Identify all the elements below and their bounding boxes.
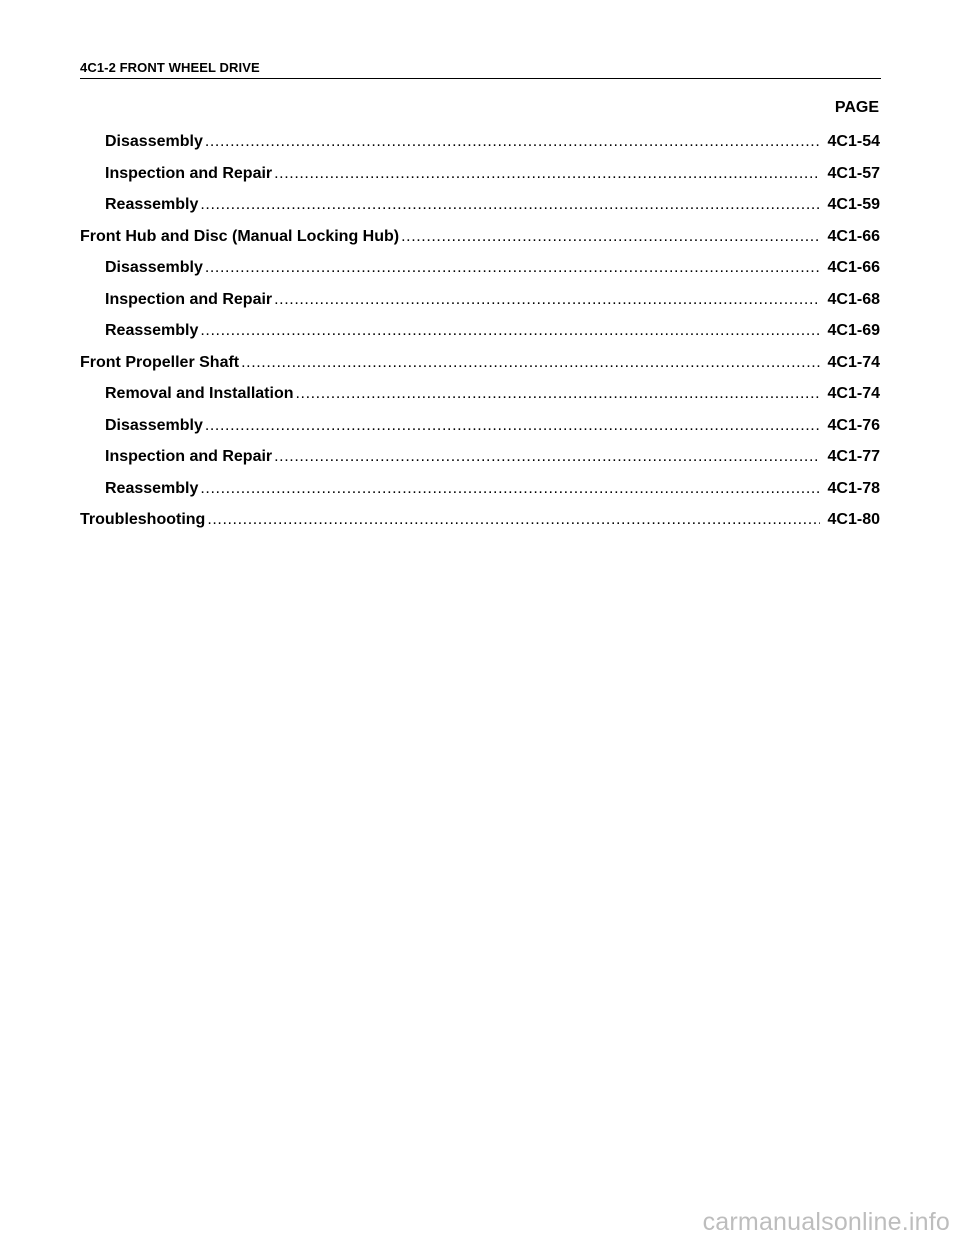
toc-entry[interactable] [80,252,880,284]
toc-entry-title: Reassembly [105,322,199,339]
dot-leader [401,221,819,253]
toc-entry-page: 4C1-80 [827,511,880,528]
toc-entry-title: Front Propeller Shaft [80,353,240,371]
toc-entry-page: 4C1-66 [827,259,880,276]
toc-entry-page: 4C1-57 [827,164,880,182]
dot-leader [205,410,820,442]
toc-entry[interactable] [80,189,880,221]
dot-leader [274,158,819,190]
dot-leader [241,347,819,379]
toc-entry-title: Troubleshooting [80,511,206,528]
toc-entry-page: 4C1-74 [827,385,880,402]
dot-leader [274,441,819,473]
toc-entry-page: 4C1-66 [827,227,880,245]
toc-entry-page: 4C1-54 [827,133,880,150]
toc-entry[interactable] [80,126,880,158]
toc-entry-title: Reassembly [105,196,199,213]
table-of-contents [80,126,880,536]
toc-entry-title: Disassembly [105,416,203,434]
page-column-label: PAGE [834,99,879,116]
header-title: 4C1-2 FRONT WHEEL DRIVE [80,60,260,75]
toc-section-entry[interactable] [80,504,880,536]
toc-entry-title: Front Hub and Disc (Manual Locking Hub) [80,227,400,245]
toc-entry-page: 4C1-69 [827,322,880,339]
toc-entry-page: 4C1-68 [827,290,880,308]
toc-entry-title: Inspection and Repair [105,164,273,182]
toc-entry-title: Disassembly [105,259,203,276]
toc-entry[interactable] [80,473,880,505]
toc-entry-page: 4C1-77 [827,448,880,465]
toc-entry[interactable] [80,284,880,316]
dot-leader [207,504,819,536]
dot-leader [200,315,819,347]
dot-leader [274,284,819,316]
toc-entry-page: 4C1-76 [827,416,880,434]
toc-entry[interactable] [80,378,880,410]
toc-entry-title: Removal and Installation [105,385,294,402]
dot-leader [200,473,819,505]
dot-leader [205,252,820,284]
toc-entry-title: Inspection and Repair [105,290,273,308]
toc-entry-title: Reassembly [105,479,199,497]
toc-entry[interactable] [80,441,880,473]
toc-section-entry[interactable] [80,221,880,253]
toc-entry-page: 4C1-74 [827,353,880,371]
toc-entry[interactable] [80,158,880,190]
page-header [80,60,881,79]
toc-entry-title: Inspection and Repair [105,448,273,465]
toc-entry-title: Disassembly [105,133,203,150]
dot-leader [200,189,819,221]
dot-leader [205,126,820,158]
toc-entry-page: 4C1-78 [827,479,880,497]
toc-entry[interactable] [80,315,880,347]
toc-section-entry[interactable] [80,347,880,379]
toc-entry[interactable] [80,410,880,442]
toc-entry-page: 4C1-59 [827,196,880,213]
watermark-text: carmanualsonline.info [702,1208,950,1236]
dot-leader [295,378,819,410]
